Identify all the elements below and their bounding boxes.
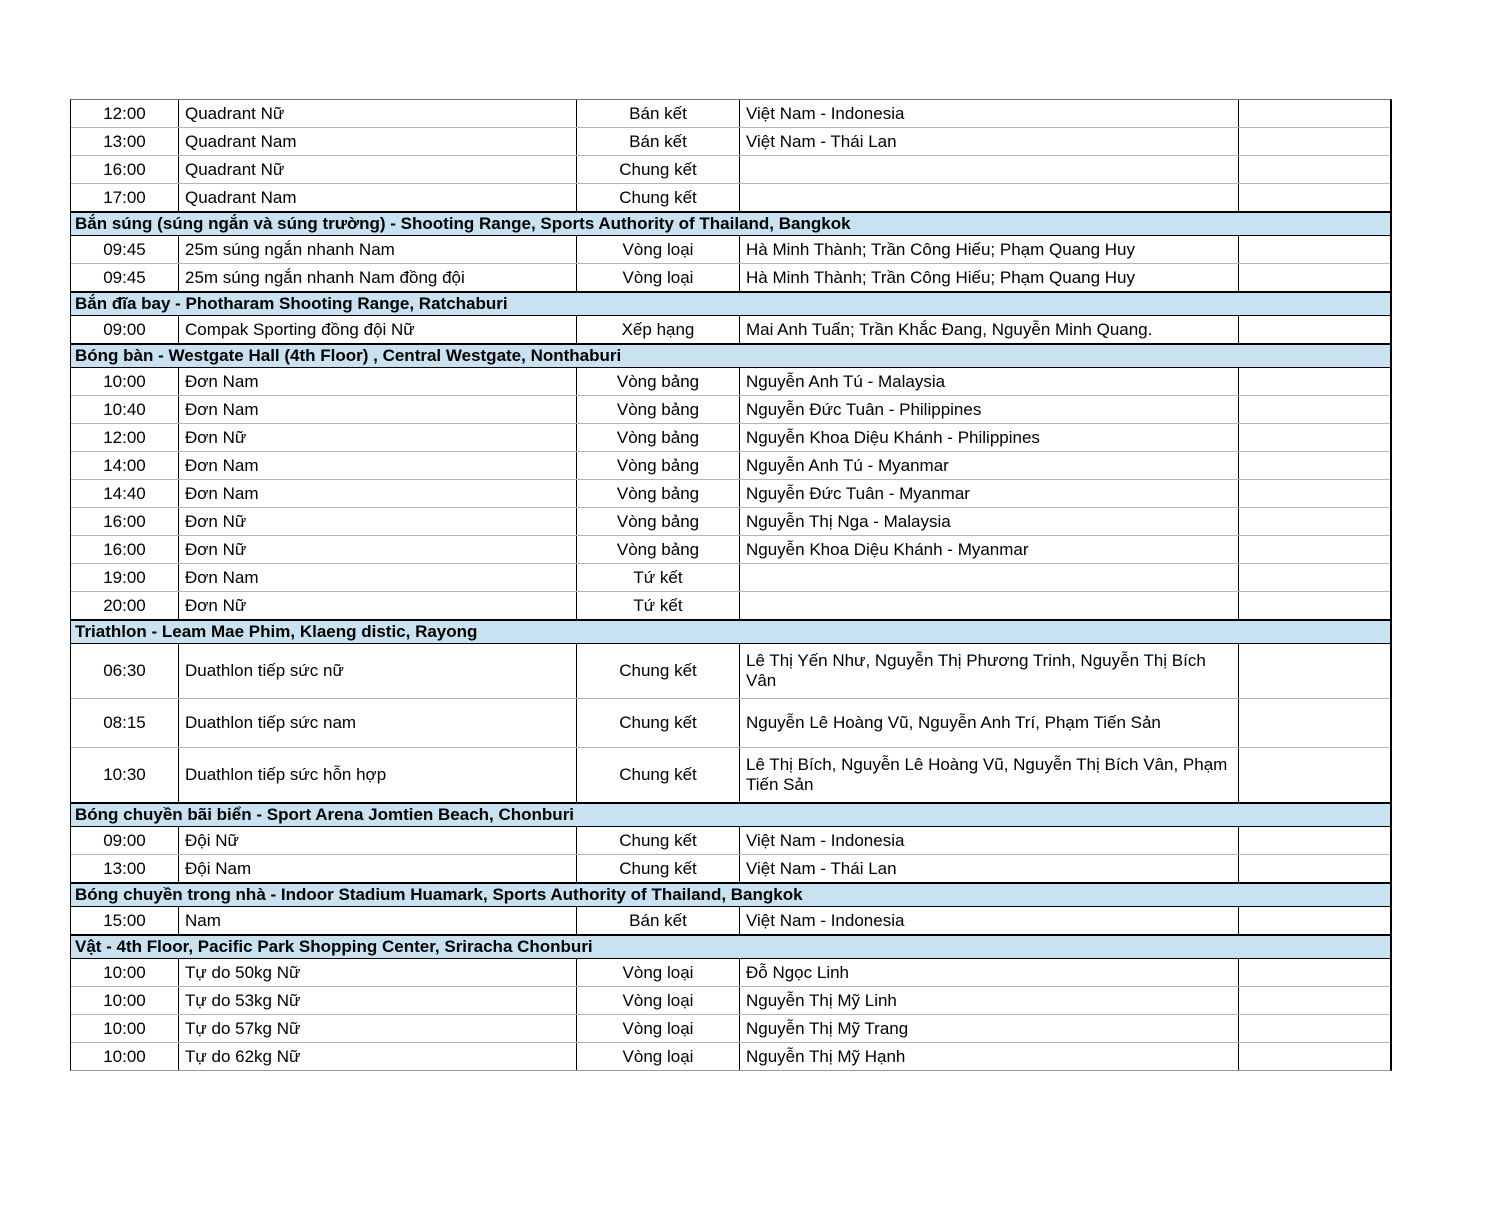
participants-cell: Việt Nam - Thái Lan (740, 855, 1239, 882)
event-cell: Đơn Nữ (179, 508, 577, 535)
section-header: Bóng chuyền trong nhà - Indoor Stadium Huamark, Sports Authority of Thailand, Bangkok (71, 882, 1390, 907)
participants-cell: Nguyễn Đức Tuân - Myanmar (740, 480, 1239, 507)
table-row (71, 263, 1390, 291)
participants-cell: Mai Anh Tuấn; Trần Khắc Đang, Nguyễn Minh Quang. (740, 316, 1239, 343)
round-cell: Chung kết (577, 156, 740, 183)
round-cell: Vòng loại (577, 1043, 740, 1070)
participants-cell: Nguyễn Thị Nga - Malaysia (740, 508, 1239, 535)
notes-cell (1239, 699, 1390, 747)
round-cell: Bán kết (577, 128, 740, 155)
table-row (71, 747, 1390, 802)
table-row (71, 451, 1390, 479)
participants-cell: Nguyễn Thị Mỹ Linh (740, 987, 1239, 1014)
notes-cell (1239, 316, 1390, 343)
participants-cell: Hà Minh Thành; Trần Công Hiếu; Phạm Quang Huy (740, 264, 1239, 291)
notes-cell (1239, 536, 1390, 563)
table-row (71, 986, 1390, 1014)
round-cell: Chung kết (577, 855, 740, 882)
event-cell: Quadrant Nam (179, 184, 577, 211)
section-header: Triathlon - Leam Mae Phim, Klaeng distic, Rayong (71, 619, 1390, 644)
participants-cell: Nguyễn Thị Mỹ Hạnh (740, 1043, 1239, 1070)
table-row (71, 100, 1390, 127)
round-cell: Xếp hạng (577, 316, 740, 343)
notes-cell (1239, 452, 1390, 479)
notes-cell (1239, 564, 1390, 591)
participants-cell: Việt Nam - Indonesia (740, 907, 1239, 934)
participants-cell: Nguyễn Khoa Diệu Khánh - Philippines (740, 424, 1239, 451)
participants-cell: Việt Nam - Indonesia (740, 100, 1239, 127)
table-row (71, 236, 1390, 263)
notes-cell (1239, 959, 1390, 986)
time-cell: 08:15 (71, 699, 179, 747)
time-cell: 20:00 (71, 592, 179, 619)
notes-cell (1239, 236, 1390, 263)
notes-cell (1239, 508, 1390, 535)
time-cell: 16:00 (71, 536, 179, 563)
time-cell: 16:00 (71, 156, 179, 183)
notes-cell (1239, 156, 1390, 183)
round-cell: Vòng bảng (577, 452, 740, 479)
table-row (71, 183, 1390, 211)
table-row (71, 827, 1390, 854)
notes-cell (1239, 396, 1390, 423)
time-cell: 15:00 (71, 907, 179, 934)
round-cell: Vòng bảng (577, 536, 740, 563)
time-cell: 09:45 (71, 236, 179, 263)
time-cell: 12:00 (71, 100, 179, 127)
schedule-table (70, 99, 1392, 1071)
time-cell: 13:00 (71, 128, 179, 155)
table-row (71, 698, 1390, 747)
event-cell: Tự do 53kg Nữ (179, 987, 577, 1014)
participants-cell: Nguyễn Lê Hoàng Vũ, Nguyễn Anh Trí, Phạm Tiến Sản (740, 699, 1239, 747)
round-cell: Bán kết (577, 100, 740, 127)
event-cell: 25m súng ngắn nhanh Nam đồng đội (179, 264, 577, 291)
round-cell: Vòng bảng (577, 480, 740, 507)
notes-cell (1239, 100, 1390, 127)
table-row (71, 591, 1390, 619)
round-cell: Bán kết (577, 907, 740, 934)
notes-cell (1239, 1015, 1390, 1042)
participants-cell: Việt Nam - Thái Lan (740, 128, 1239, 155)
time-cell: 10:00 (71, 987, 179, 1014)
round-cell: Vòng bảng (577, 396, 740, 423)
notes-cell (1239, 644, 1390, 698)
section-header: Bóng chuyền bãi biển - Sport Arena Jomtien Beach, Chonburi (71, 802, 1390, 827)
participants-cell: Lê Thị Bích, Nguyễn Lê Hoàng Vũ, Nguyễn Thị Bích Vân, Phạm Tiến Sản (740, 748, 1239, 802)
notes-cell (1239, 424, 1390, 451)
event-cell: Quadrant Nữ (179, 156, 577, 183)
table-row (71, 907, 1390, 934)
round-cell: Tứ kết (577, 564, 740, 591)
time-cell: 14:00 (71, 452, 179, 479)
event-cell: Đội Nữ (179, 827, 577, 854)
participants-cell (740, 592, 1239, 619)
event-cell: Duathlon tiếp sức hỗn hợp (179, 748, 577, 802)
event-cell: Đội Nam (179, 855, 577, 882)
event-cell: Đơn Nam (179, 564, 577, 591)
time-cell: 19:00 (71, 564, 179, 591)
event-cell: Đơn Nữ (179, 592, 577, 619)
participants-cell (740, 564, 1239, 591)
round-cell: Vòng loại (577, 987, 740, 1014)
section-header: Bóng bàn - Westgate Hall (4th Floor) , Central Westgate, Nonthaburi (71, 343, 1390, 368)
participants-cell: Nguyễn Khoa Diệu Khánh - Myanmar (740, 536, 1239, 563)
table-row (71, 368, 1390, 395)
time-cell: 16:00 (71, 508, 179, 535)
notes-cell (1239, 855, 1390, 882)
notes-cell (1239, 368, 1390, 395)
round-cell: Vòng bảng (577, 368, 740, 395)
participants-cell: Nguyễn Đức Tuân - Philippines (740, 396, 1239, 423)
table-row (71, 644, 1390, 698)
event-cell: Compak Sporting đồng đội Nữ (179, 316, 577, 343)
time-cell: 06:30 (71, 644, 179, 698)
event-cell: 25m súng ngắn nhanh Nam (179, 236, 577, 263)
event-cell: Quadrant Nam (179, 128, 577, 155)
table-row (71, 1042, 1390, 1070)
table-row (71, 535, 1390, 563)
time-cell: 09:45 (71, 264, 179, 291)
time-cell: 12:00 (71, 424, 179, 451)
event-cell: Duathlon tiếp sức nam (179, 699, 577, 747)
event-cell: Đơn Nam (179, 396, 577, 423)
participants-cell: Đỗ Ngọc Linh (740, 959, 1239, 986)
notes-cell (1239, 1043, 1390, 1070)
table-row (71, 507, 1390, 535)
time-cell: 09:00 (71, 316, 179, 343)
time-cell: 10:00 (71, 1043, 179, 1070)
participants-cell: Hà Minh Thành; Trần Công Hiếu; Phạm Quang Huy (740, 236, 1239, 263)
round-cell: Vòng loại (577, 959, 740, 986)
round-cell: Vòng bảng (577, 424, 740, 451)
round-cell: Chung kết (577, 184, 740, 211)
event-cell: Tự do 50kg Nữ (179, 959, 577, 986)
round-cell: Vòng loại (577, 264, 740, 291)
round-cell: Vòng loại (577, 236, 740, 263)
notes-cell (1239, 827, 1390, 854)
event-cell: Đơn Nữ (179, 536, 577, 563)
table-row (71, 395, 1390, 423)
section-header: Bắn đĩa bay - Photharam Shooting Range, Ratchaburi (71, 291, 1390, 316)
section-header: Vật - 4th Floor, Pacific Park Shopping Center, Sriracha Chonburi (71, 934, 1390, 959)
round-cell: Chung kết (577, 827, 740, 854)
round-cell: Chung kết (577, 644, 740, 698)
event-cell: Đơn Nam (179, 452, 577, 479)
round-cell: Vòng bảng (577, 508, 740, 535)
notes-cell (1239, 592, 1390, 619)
notes-cell (1239, 264, 1390, 291)
participants-cell: Nguyễn Anh Tú - Malaysia (740, 368, 1239, 395)
notes-cell (1239, 907, 1390, 934)
notes-cell (1239, 184, 1390, 211)
table-row (71, 316, 1390, 343)
notes-cell (1239, 480, 1390, 507)
time-cell: 10:00 (71, 959, 179, 986)
time-cell: 10:30 (71, 748, 179, 802)
participants-cell: Nguyễn Thị Mỹ Trang (740, 1015, 1239, 1042)
time-cell: 14:40 (71, 480, 179, 507)
time-cell: 17:00 (71, 184, 179, 211)
table-row (71, 854, 1390, 882)
event-cell: Tự do 57kg Nữ (179, 1015, 577, 1042)
time-cell: 13:00 (71, 855, 179, 882)
time-cell: 10:40 (71, 396, 179, 423)
round-cell: Chung kết (577, 748, 740, 802)
time-cell: 10:00 (71, 1015, 179, 1042)
table-row (71, 959, 1390, 986)
table-row (71, 563, 1390, 591)
event-cell: Đơn Nam (179, 368, 577, 395)
table-row (71, 423, 1390, 451)
notes-cell (1239, 748, 1390, 802)
section-header: Bắn súng (súng ngắn và súng trường) - Shooting Range, Sports Authority of Thailand, Bangkok (71, 211, 1390, 236)
round-cell: Vòng loại (577, 1015, 740, 1042)
event-cell: Đơn Nữ (179, 424, 577, 451)
table-row (71, 155, 1390, 183)
time-cell: 10:00 (71, 368, 179, 395)
event-cell: Đơn Nam (179, 480, 577, 507)
event-cell: Nam (179, 907, 577, 934)
table-row (71, 1014, 1390, 1042)
event-cell: Tự do 62kg Nữ (179, 1043, 577, 1070)
participants-cell (740, 156, 1239, 183)
round-cell: Chung kết (577, 699, 740, 747)
event-cell: Duathlon tiếp sức nữ (179, 644, 577, 698)
table-row (71, 127, 1390, 155)
participants-cell (740, 184, 1239, 211)
table-row (71, 479, 1390, 507)
participants-cell: Nguyễn Anh Tú - Myanmar (740, 452, 1239, 479)
event-cell: Quadrant Nữ (179, 100, 577, 127)
participants-cell: Lê Thị Yến Như, Nguyễn Thị Phương Trinh, Nguyễn Thị Bích Vân (740, 644, 1239, 698)
time-cell: 09:00 (71, 827, 179, 854)
round-cell: Tứ kết (577, 592, 740, 619)
notes-cell (1239, 128, 1390, 155)
notes-cell (1239, 987, 1390, 1014)
participants-cell: Việt Nam - Indonesia (740, 827, 1239, 854)
